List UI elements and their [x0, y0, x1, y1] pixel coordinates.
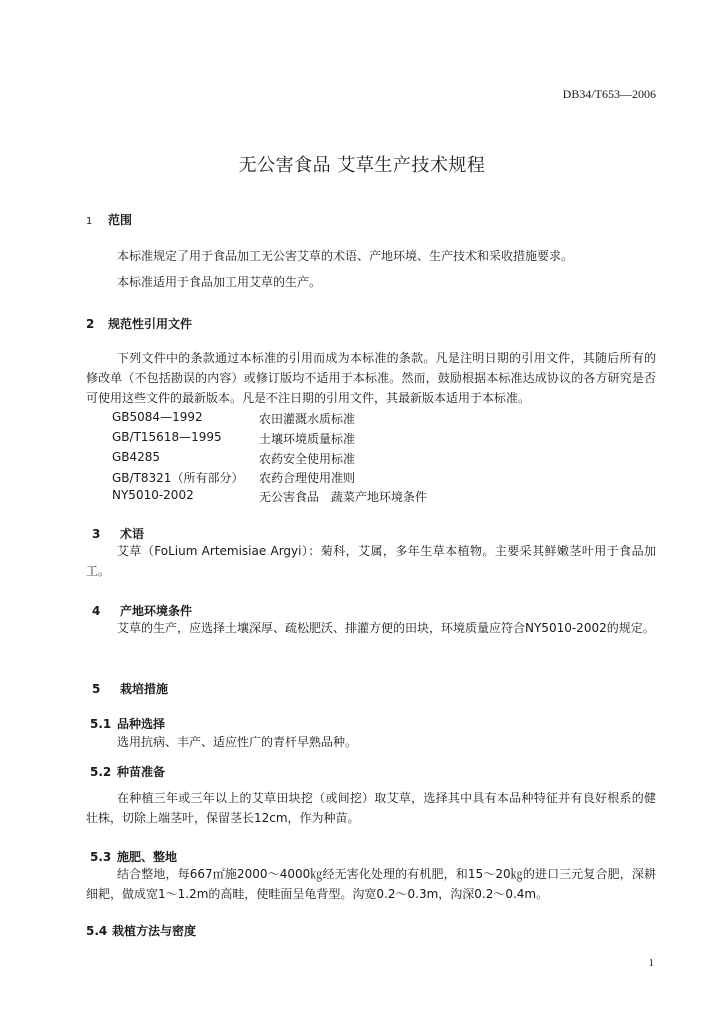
section-4-paragraph: 艾草的生产，应选择土壤深厚、疏松肥沃、排灌方便的田块，环境质量应符合NY5010-2002的规定。 [117, 621, 655, 635]
section-number: 4 [92, 604, 101, 618]
section-title: 产地环境条件 [120, 604, 193, 618]
section-5-2-paragraph: 在种植三年或三年以上的艾草田块挖（或间挖）取艾草，选择其中具有本品种特征并有良好根系的健壮株，切除上端茎叶，保留茎长12cm，作为种苗。 [86, 791, 656, 825]
page-number: 1 [648, 957, 654, 969]
section-number: 5.2 [90, 765, 112, 779]
reference-name: 农田灌溉水质标准 [259, 412, 356, 426]
section-5-heading [92, 680, 168, 697]
reference-name: 土壤环境质量标准 [259, 432, 356, 446]
section-number: 5.1 [90, 717, 112, 731]
reference-code: GB4285 [112, 450, 161, 464]
reference-name: 农药安全使用标准 [259, 452, 356, 466]
section-title: 种苗准备 [117, 765, 166, 779]
section-5-3-heading [90, 848, 177, 865]
section-title: 栽培措施 [120, 682, 169, 696]
section-title: 品种选择 [117, 717, 166, 731]
section-1-paragraph: 本标准适用于食品加工用艾草的生产。 [117, 275, 322, 289]
section-number: 1 [86, 216, 93, 227]
section-5-3-paragraph: 结合整地，每667㎡施2000～4000㎏经无害化处理的有机肥，和15～20㎏的进口三元复合肥，深耕细耙，做成宽1～1.2m的高畦，使畦面呈龟背型。沟宽0.2～0.3m，沟深0.2～0.4m。 [86, 867, 656, 901]
section-5-4-heading [86, 922, 196, 939]
section-number: 5.4 [86, 924, 108, 938]
reference-code: NY5010-2002 [112, 488, 194, 502]
reference-code: GB5084—1992 [112, 410, 203, 424]
section-5-2-heading [90, 763, 165, 780]
section-2-paragraph: 下列文件中的条款通过本标准的引用而成为本标准的条款。凡是注明日期的引用文件，其随后所有的修改单（不包括勘误的内容）或修订版均不适用于本标准。然而，鼓励根据本标准达成协议的各方研究是否可使用这些文件的最新版本。凡是不注日期的引用文件，其最新版本适用于本标准。 [86, 351, 656, 405]
section-title: 规范性引用文件 [108, 317, 193, 331]
section-title: 术语 [120, 527, 145, 541]
reference-name: 农药合理使用准则 [259, 471, 356, 485]
section-title: 范围 [108, 213, 133, 227]
section-3-paragraph: 艾草（FoLium Artemisiae Argyi）：菊科，艾属，多年生草本植物。主要采其鲜嫩茎叶用于食品加工。 [86, 544, 656, 578]
reference-code: GB/T15618—1995 [112, 430, 222, 444]
reference-code: GB/T8321（所有部分） [112, 471, 244, 485]
section-2-heading [86, 315, 192, 332]
section-number: 5.3 [90, 850, 112, 864]
section-number: 3 [92, 527, 101, 541]
section-title: 栽植方法与密度 [112, 924, 197, 938]
section-title: 施肥、整地 [117, 850, 178, 864]
section-number: 5 [92, 682, 101, 696]
section-5-1-heading [90, 715, 165, 732]
section-1-paragraph: 本标准规定了用于食品加工无公害艾草的术语、产地环境、生产技术和采收措施要求。 [117, 249, 574, 263]
document-title: 无公害食品 艾草生产技术规程 [238, 155, 486, 176]
section-number: 2 [86, 317, 95, 331]
section-1-heading [86, 211, 132, 228]
reference-name: 无公害食品 蔬菜产地环境条件 [259, 490, 428, 504]
section-3-heading [92, 525, 144, 542]
section-5-1-paragraph: 选用抗病、丰产、适应性广的青杆早熟品种。 [117, 735, 358, 749]
section-4-heading [92, 602, 192, 619]
standard-number: DB34/T653—2006 [562, 87, 656, 101]
